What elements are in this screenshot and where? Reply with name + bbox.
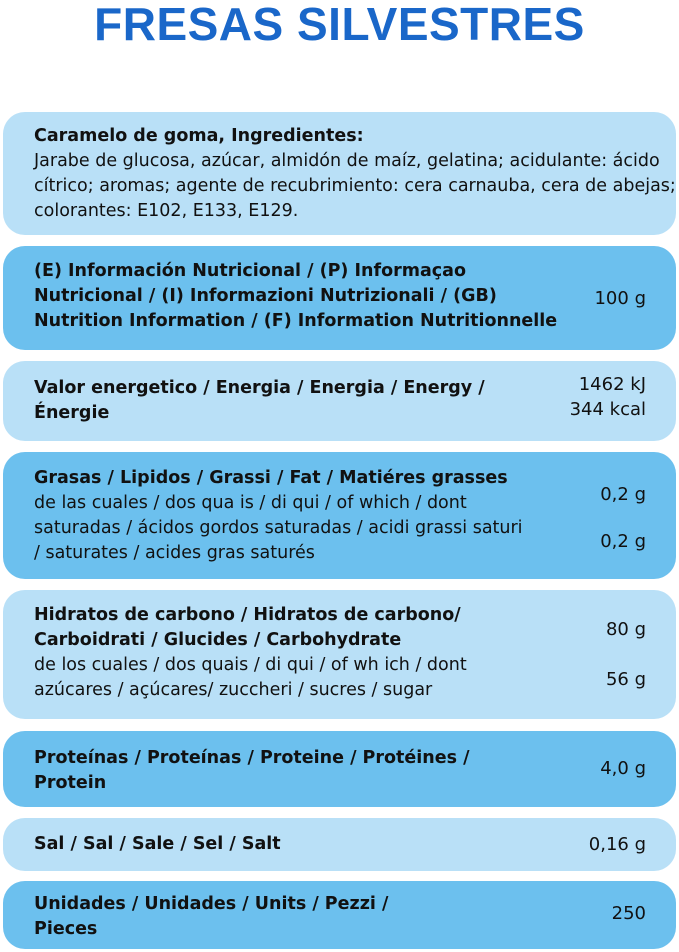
energy-kcal: 344 kcal xyxy=(569,399,646,420)
energy-label xyxy=(34,376,485,426)
ingredients-heading: Caramelo de goma, Ingredientes: xyxy=(34,126,364,146)
protein-label-line: Protein xyxy=(34,773,107,793)
units-label xyxy=(34,892,388,942)
fat-total-value: 0,2 g xyxy=(600,484,646,505)
salt-value: 0,16 g xyxy=(588,834,646,855)
fat-saturates-value: 0,2 g xyxy=(600,531,646,552)
energy-label-line: Valor energetico / Energia / Energia / Energy / xyxy=(34,378,485,398)
fat-sub-line: / saturates / acides gras saturés xyxy=(34,543,315,563)
units-panel xyxy=(3,881,676,949)
energy-kj: 1462 kJ xyxy=(578,374,646,395)
ingredients-panel xyxy=(3,112,676,235)
energy-label-line: Énergie xyxy=(34,403,110,423)
protein-label-line: Proteínas / Proteínas / Proteine / Protéines / xyxy=(34,748,470,768)
nutrition-header-line: (E) Información Nutricional / (P) Informaçao xyxy=(34,261,467,281)
product-title: FRESAS SILVESTRES xyxy=(94,0,585,50)
sugars-value: 56 g xyxy=(605,669,646,690)
salt-label: Sal / Sal / Sale / Sel / Salt xyxy=(34,834,281,854)
ingredients-text xyxy=(34,124,676,224)
fat-heading: Grasas / Lipidos / Grassi / Fat / Matiéres grasses xyxy=(34,468,508,488)
fat-sub-line: saturadas / ácidos gordos saturadas / acidi grassi saturi xyxy=(34,518,523,538)
protein-panel xyxy=(3,731,676,807)
carbohydrates-value: 80 g xyxy=(605,619,646,640)
carbohydrates-label xyxy=(34,603,467,703)
protein-value: 4,0 g xyxy=(600,758,646,779)
units-label-line: Unidades / Unidades / Units / Pezzi / xyxy=(34,894,389,914)
units-value: 250 xyxy=(611,903,646,924)
salt-panel xyxy=(3,818,676,871)
nutrition-header-text xyxy=(34,259,557,334)
protein-label xyxy=(34,746,470,796)
carbohydrates-sub-line: de los cuales / dos quais / di qui / of wh ich / dont xyxy=(34,655,467,675)
fat-panel xyxy=(3,452,676,579)
reference-quantity: 100 g xyxy=(594,288,646,309)
fat-sub-line: de las cuales / dos qua is / di qui / of which / dont xyxy=(34,493,467,513)
ingredients-line: Jarabe de glucosa, azúcar, almidón de maíz, gelatina; acidulante: ácido xyxy=(34,151,660,171)
carbohydrates-sub-line: azúcares / açúcares/ zuccheri / sucres / sugar xyxy=(34,680,433,700)
carbohydrates-panel xyxy=(3,590,676,719)
energy-panel xyxy=(3,361,676,441)
nutrition-header-line: Nutricional / (I) Informazioni Nutrizionali / (GB) xyxy=(34,286,497,306)
nutrition-header-line: Nutrition Information / (F) Information Nutritionnelle xyxy=(34,311,558,331)
ingredients-line: colorantes: E102, E133, E129. xyxy=(34,201,299,221)
units-label-line: Pieces xyxy=(34,919,98,939)
ingredients-line: cítrico; aromas; agente de recubrimiento: cera carnauba, cera de abejas; xyxy=(34,176,676,196)
carbohydrates-heading-line: Hidratos de carbono / Hidratos de carbono/ xyxy=(34,605,461,625)
nutrition-header-panel xyxy=(3,246,676,350)
carbohydrates-heading-line: Carboidrati / Glucides / Carbohydrate xyxy=(34,630,402,650)
energy-values xyxy=(570,372,646,422)
fat-label xyxy=(34,466,523,566)
